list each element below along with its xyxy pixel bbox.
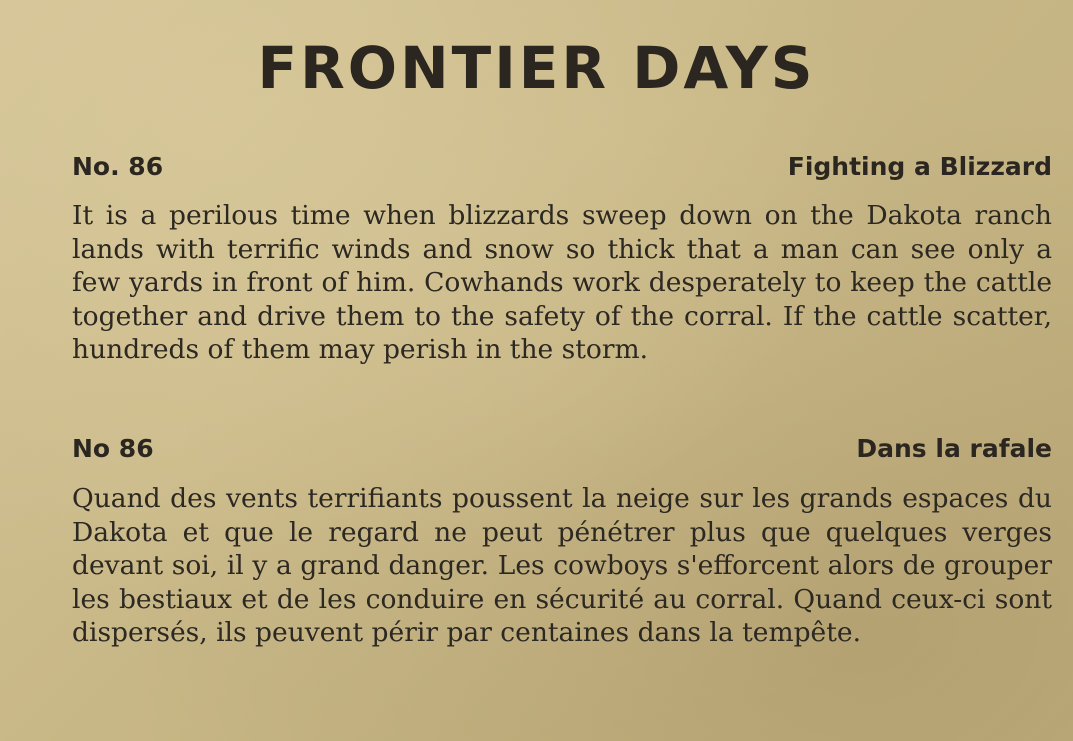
french-header	[72, 434, 1052, 463]
french-card-number: No 86	[72, 434, 154, 463]
french-description: Quand des vents terrifiants poussent la neige sur les grands espaces du Dakota et que le regard ne peut pénétrer plus que quelques verges devant soi, il y a grand danger. Les cowboys s'efforcent alors de grouper les bestiaux et de les conduire en sécurité au corral. Quand ceux-ci sont dispersés, ils peuvent périr par centaines dans la tempête.	[72, 483, 1052, 648]
french-heading: Dans la rafale	[856, 434, 1052, 463]
card-title: FRONTIER DAYS	[257, 34, 816, 102]
english-card-number: No. 86	[72, 152, 164, 181]
english-header	[72, 152, 1052, 181]
english-heading: Fighting a Blizzard	[787, 152, 1052, 181]
english-description: It is a perilous time when blizzards sweep down on the Dakota ranch lands with terrific winds and snow so thick that a man can see only a few yards in front of him. Cowhands work desperately to keep the cattle together and drive them to the safety of the corral. If the cattle scatter, hundreds of them may perish in the storm.	[72, 200, 1052, 365]
